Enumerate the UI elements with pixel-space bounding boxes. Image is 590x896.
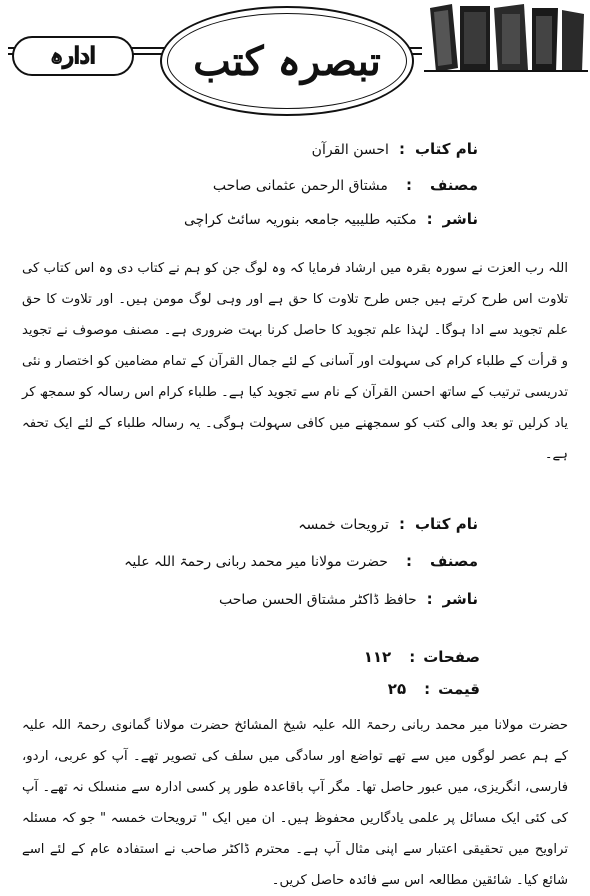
- publisher-row: ناشر : مکتبہ طلیبیہ جامعہ بنوریہ سائٹ کراچی: [184, 210, 478, 228]
- publisher-value: حافظ ڈاکٹر مشتاق الحسن صاحب: [218, 592, 417, 608]
- book-name-value: ترویحات خمسہ: [298, 517, 389, 533]
- review-paragraph: اللہ رب العزت نے سورہ بقرہ میں ارشاد فرمایا کہ وہ لوگ جن کو ہم نے کتاب دی وہ اس کتاب کی تلاوت اس طرح کرتے ہیں جس طرح تلاوت کا حق ہے اور وہی لوگ مومن ہیں۔ اور تلاوت کا حق علم تجوید سے ادا ہوگا۔ لہٰذا علم تجوید کا حاصل کرنا بہت ضروری ہے۔ مصنف موصوف نے تجوید و قرأت کے طلباء کرام کی سہولت اور آسانی کے لئے جمال القرآن کے تمام مضامین کو اختصار و نئی تدریسی ترتیب کے ساتھ احسن القرآن کے نام سے تجوید کیا ہے۔ طلباء کرام اس رسالہ کو سمجھ کر یاد کرلیں تو بعد والی کتب کو سمجھنے میں کافی سہولت ہوگی۔ یہ رسالہ طلباء کے لئے ایک تحفہ ہے۔: [22, 261, 568, 462]
- title-cartouche: [160, 6, 414, 116]
- edara-badge: ادارہ: [12, 36, 134, 76]
- publisher-row: ناشر : حافظ ڈاکٹر مشتاق الحسن صاحب: [218, 590, 478, 608]
- book-name-label: نام کتاب: [414, 140, 478, 158]
- publisher-label: ناشر: [442, 210, 478, 228]
- price-value: ۲۵: [387, 680, 407, 698]
- book-name-row: نام کتاب : احسن القرآن: [311, 140, 478, 158]
- author-row: مصنف : حضرت مولانا میر محمد ربانی رحمۃ اللہ علیہ: [124, 552, 478, 570]
- review-paragraph: حضرت مولانا میر محمد ربانی رحمۃ اللہ علیہ شیخ المشائخ حضرت مولانا گمانوی رحمۃ اللہ علیہ کے ہم عصر لوگوں میں سے تھے تواضع اور سادگی میں سلف کی تصویر تھے۔ آپ کو عربی، اردو، فارسی، انگریزی، میں عبور حاصل تھا۔ مگر آپ باقاعدہ طور پر کسی ادارہ سے منسلک نہ تھے۔ آپ کی کئی ایک مسائل پر علمی یادگاریں محفوظ ہیں۔ ان میں ایک " ترویحات خمسہ " جو کہ مسئلہ تراویح میں تحقیقی اعتبار سے اپنی مثال آپ ہے۔ محترم ڈاکٹر صاحب نے استفادہ عام کے لئے اسے شائع کیا۔ شائقین مطالعہ اس سے فائدہ حاصل کریں۔: [22, 718, 568, 888]
- book-name-value: احسن القرآن: [311, 142, 389, 158]
- book-name-row: نام کتاب : ترویحات خمسہ: [298, 515, 478, 533]
- publisher-value: مکتبہ طلیبیہ جامعہ بنوریہ سائٹ کراچی: [184, 212, 417, 228]
- price-label: قیمت: [438, 680, 480, 698]
- masthead: [0, 0, 590, 125]
- author-row: مصنف : مشتاق الرحمن عثمانی صاحب: [212, 176, 478, 194]
- author-label: مصنف: [429, 176, 478, 194]
- pages-row: صفحات : ۱۱۲: [363, 648, 480, 666]
- section-title: تبصرہ کتب: [193, 37, 381, 85]
- books-icon: [424, 2, 588, 72]
- book-name-label: نام کتاب: [414, 515, 478, 533]
- pages-value: ۱۱۲: [363, 648, 392, 666]
- author-value: مشتاق الرحمن عثمانی صاحب: [212, 178, 388, 194]
- author-value: حضرت مولانا میر محمد ربانی رحمۃ اللہ علیہ: [124, 554, 388, 570]
- pages-label: صفحات: [423, 648, 480, 666]
- price-row: قیمت : ۲۵: [387, 680, 480, 698]
- publisher-label: ناشر: [442, 590, 478, 608]
- author-label: مصنف: [429, 552, 478, 570]
